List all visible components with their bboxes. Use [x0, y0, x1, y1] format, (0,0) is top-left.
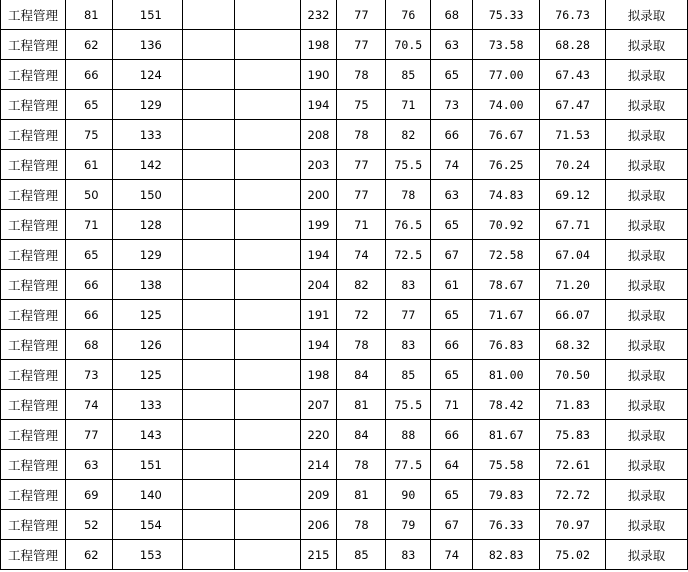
- table-row: [1, 120, 688, 150]
- retest-score-2-cell: 77: [386, 300, 431, 330]
- initial-total-cell: 194: [300, 330, 337, 360]
- retest-score-1-cell: 81: [337, 390, 386, 420]
- retest-score-2-cell: 71: [386, 90, 431, 120]
- major-cell: 工程管理: [1, 210, 66, 240]
- final-score-cell: 71.53: [540, 120, 606, 150]
- retest-score-2-cell: 75.5: [386, 390, 431, 420]
- table-row: [1, 150, 688, 180]
- retest-score-3-cell: 65: [431, 210, 473, 240]
- result-cell: 拟录取: [606, 60, 688, 90]
- retest-score-2-cell: 76: [386, 0, 431, 30]
- score-2-cell: 153: [112, 540, 182, 570]
- retest-score-3-cell: 63: [431, 180, 473, 210]
- score-1-cell: 61: [65, 150, 112, 180]
- final-score-cell: 69.12: [540, 180, 606, 210]
- blank-cell-a: [182, 390, 234, 420]
- major-cell: 工程管理: [1, 120, 66, 150]
- score-2-cell: 142: [112, 150, 182, 180]
- blank-cell-b: [234, 180, 300, 210]
- retest-total-cell: 78.67: [473, 270, 540, 300]
- retest-total-cell: 77.00: [473, 60, 540, 90]
- retest-total-cell: 74.00: [473, 90, 540, 120]
- score-1-cell: 73: [65, 360, 112, 390]
- retest-score-1-cell: 72: [337, 300, 386, 330]
- major-cell: 工程管理: [1, 480, 66, 510]
- table-row: [1, 180, 688, 210]
- retest-score-3-cell: 68: [431, 0, 473, 30]
- retest-score-3-cell: 67: [431, 510, 473, 540]
- blank-cell-b: [234, 390, 300, 420]
- blank-cell-a: [182, 60, 234, 90]
- score-1-cell: 74: [65, 390, 112, 420]
- retest-score-3-cell: 74: [431, 150, 473, 180]
- result-cell: 拟录取: [606, 210, 688, 240]
- score-1-cell: 62: [65, 30, 112, 60]
- blank-cell-a: [182, 510, 234, 540]
- score-1-cell: 52: [65, 510, 112, 540]
- result-cell: 拟录取: [606, 390, 688, 420]
- major-cell: 工程管理: [1, 360, 66, 390]
- major-cell: 工程管理: [1, 510, 66, 540]
- retest-score-1-cell: 84: [337, 360, 386, 390]
- score-1-cell: 69: [65, 480, 112, 510]
- table-row: [1, 540, 688, 570]
- result-cell: 拟录取: [606, 120, 688, 150]
- retest-score-1-cell: 75: [337, 90, 386, 120]
- blank-cell-b: [234, 360, 300, 390]
- final-score-cell: 67.47: [540, 90, 606, 120]
- retest-score-2-cell: 83: [386, 330, 431, 360]
- score-2-cell: 133: [112, 390, 182, 420]
- table-row: [1, 420, 688, 450]
- retest-score-1-cell: 78: [337, 450, 386, 480]
- retest-score-1-cell: 85: [337, 540, 386, 570]
- score-2-cell: 143: [112, 420, 182, 450]
- score-2-cell: 150: [112, 180, 182, 210]
- table-row: [1, 0, 688, 30]
- score-2-cell: 138: [112, 270, 182, 300]
- blank-cell-a: [182, 0, 234, 30]
- retest-total-cell: 76.33: [473, 510, 540, 540]
- blank-cell-b: [234, 240, 300, 270]
- major-cell: 工程管理: [1, 60, 66, 90]
- initial-total-cell: 194: [300, 90, 337, 120]
- result-cell: 拟录取: [606, 270, 688, 300]
- result-cell: 拟录取: [606, 480, 688, 510]
- result-cell: 拟录取: [606, 90, 688, 120]
- final-score-cell: 70.24: [540, 150, 606, 180]
- retest-score-2-cell: 85: [386, 360, 431, 390]
- retest-score-3-cell: 61: [431, 270, 473, 300]
- retest-score-1-cell: 77: [337, 30, 386, 60]
- score-2-cell: 128: [112, 210, 182, 240]
- retest-score-3-cell: 71: [431, 390, 473, 420]
- final-score-cell: 71.20: [540, 270, 606, 300]
- score-2-cell: 133: [112, 120, 182, 150]
- retest-score-1-cell: 77: [337, 180, 386, 210]
- score-1-cell: 66: [65, 300, 112, 330]
- blank-cell-a: [182, 360, 234, 390]
- retest-score-1-cell: 78: [337, 60, 386, 90]
- retest-score-2-cell: 88: [386, 420, 431, 450]
- blank-cell-a: [182, 270, 234, 300]
- blank-cell-b: [234, 270, 300, 300]
- initial-total-cell: 208: [300, 120, 337, 150]
- result-cell: 拟录取: [606, 300, 688, 330]
- major-cell: 工程管理: [1, 240, 66, 270]
- result-cell: 拟录取: [606, 360, 688, 390]
- result-cell: 拟录取: [606, 330, 688, 360]
- retest-score-3-cell: 64: [431, 450, 473, 480]
- retest-score-2-cell: 72.5: [386, 240, 431, 270]
- final-score-cell: 71.83: [540, 390, 606, 420]
- score-1-cell: 62: [65, 540, 112, 570]
- retest-total-cell: 78.42: [473, 390, 540, 420]
- initial-total-cell: 206: [300, 510, 337, 540]
- final-score-cell: 76.73: [540, 0, 606, 30]
- blank-cell-a: [182, 420, 234, 450]
- final-score-cell: 68.32: [540, 330, 606, 360]
- blank-cell-a: [182, 210, 234, 240]
- retest-score-3-cell: 66: [431, 120, 473, 150]
- retest-score-2-cell: 83: [386, 540, 431, 570]
- score-2-cell: 129: [112, 90, 182, 120]
- retest-score-1-cell: 74: [337, 240, 386, 270]
- initial-total-cell: 220: [300, 420, 337, 450]
- result-cell: 拟录取: [606, 30, 688, 60]
- score-1-cell: 50: [65, 180, 112, 210]
- final-score-cell: 75.83: [540, 420, 606, 450]
- table-row: [1, 450, 688, 480]
- score-1-cell: 65: [65, 240, 112, 270]
- initial-total-cell: 194: [300, 240, 337, 270]
- final-score-cell: 67.04: [540, 240, 606, 270]
- score-1-cell: 63: [65, 450, 112, 480]
- blank-cell-a: [182, 450, 234, 480]
- table-row: [1, 270, 688, 300]
- retest-total-cell: 82.83: [473, 540, 540, 570]
- major-cell: 工程管理: [1, 420, 66, 450]
- score-2-cell: 151: [112, 450, 182, 480]
- retest-total-cell: 76.25: [473, 150, 540, 180]
- major-cell: 工程管理: [1, 300, 66, 330]
- table-row: [1, 330, 688, 360]
- final-score-cell: 72.72: [540, 480, 606, 510]
- result-cell: 拟录取: [606, 240, 688, 270]
- retest-total-cell: 81.00: [473, 360, 540, 390]
- final-score-cell: 70.97: [540, 510, 606, 540]
- retest-score-2-cell: 70.5: [386, 30, 431, 60]
- blank-cell-b: [234, 90, 300, 120]
- retest-total-cell: 74.83: [473, 180, 540, 210]
- initial-total-cell: 198: [300, 360, 337, 390]
- retest-score-3-cell: 66: [431, 330, 473, 360]
- table-row: [1, 360, 688, 390]
- score-2-cell: 136: [112, 30, 182, 60]
- score-2-cell: 140: [112, 480, 182, 510]
- initial-total-cell: 232: [300, 0, 337, 30]
- retest-score-1-cell: 71: [337, 210, 386, 240]
- retest-score-3-cell: 65: [431, 480, 473, 510]
- result-cell: 拟录取: [606, 150, 688, 180]
- initial-total-cell: 214: [300, 450, 337, 480]
- blank-cell-b: [234, 30, 300, 60]
- blank-cell-b: [234, 540, 300, 570]
- blank-cell-b: [234, 0, 300, 30]
- retest-score-2-cell: 85: [386, 60, 431, 90]
- major-cell: 工程管理: [1, 540, 66, 570]
- table-row: [1, 30, 688, 60]
- table-row: [1, 510, 688, 540]
- score-1-cell: 71: [65, 210, 112, 240]
- major-cell: 工程管理: [1, 330, 66, 360]
- retest-total-cell: 75.58: [473, 450, 540, 480]
- blank-cell-b: [234, 510, 300, 540]
- blank-cell-b: [234, 60, 300, 90]
- initial-total-cell: 198: [300, 30, 337, 60]
- result-cell: 拟录取: [606, 420, 688, 450]
- blank-cell-b: [234, 120, 300, 150]
- final-score-cell: 75.02: [540, 540, 606, 570]
- score-1-cell: 66: [65, 60, 112, 90]
- result-cell: 拟录取: [606, 450, 688, 480]
- retest-score-1-cell: 78: [337, 120, 386, 150]
- retest-score-1-cell: 82: [337, 270, 386, 300]
- score-2-cell: 151: [112, 0, 182, 30]
- major-cell: 工程管理: [1, 180, 66, 210]
- retest-score-1-cell: 81: [337, 480, 386, 510]
- major-cell: 工程管理: [1, 150, 66, 180]
- score-1-cell: 77: [65, 420, 112, 450]
- retest-score-2-cell: 78: [386, 180, 431, 210]
- major-cell: 工程管理: [1, 390, 66, 420]
- retest-score-2-cell: 90: [386, 480, 431, 510]
- score-2-cell: 126: [112, 330, 182, 360]
- blank-cell-a: [182, 240, 234, 270]
- table-row: [1, 300, 688, 330]
- retest-score-2-cell: 79: [386, 510, 431, 540]
- initial-total-cell: 200: [300, 180, 337, 210]
- blank-cell-a: [182, 300, 234, 330]
- table-row: [1, 480, 688, 510]
- retest-score-3-cell: 73: [431, 90, 473, 120]
- blank-cell-a: [182, 90, 234, 120]
- score-1-cell: 65: [65, 90, 112, 120]
- score-1-cell: 66: [65, 270, 112, 300]
- retest-score-3-cell: 65: [431, 60, 473, 90]
- blank-cell-a: [182, 150, 234, 180]
- blank-cell-b: [234, 300, 300, 330]
- major-cell: 工程管理: [1, 0, 66, 30]
- score-2-cell: 125: [112, 360, 182, 390]
- initial-total-cell: 204: [300, 270, 337, 300]
- retest-score-2-cell: 76.5: [386, 210, 431, 240]
- result-cell: 拟录取: [606, 180, 688, 210]
- table-row: [1, 60, 688, 90]
- blank-cell-a: [182, 480, 234, 510]
- retest-total-cell: 79.83: [473, 480, 540, 510]
- major-cell: 工程管理: [1, 90, 66, 120]
- blank-cell-b: [234, 330, 300, 360]
- retest-score-1-cell: 84: [337, 420, 386, 450]
- retest-score-3-cell: 74: [431, 540, 473, 570]
- score-2-cell: 129: [112, 240, 182, 270]
- score-1-cell: 81: [65, 0, 112, 30]
- major-cell: 工程管理: [1, 450, 66, 480]
- retest-score-1-cell: 77: [337, 0, 386, 30]
- retest-total-cell: 71.67: [473, 300, 540, 330]
- final-score-cell: 72.61: [540, 450, 606, 480]
- final-score-cell: 67.43: [540, 60, 606, 90]
- score-2-cell: 125: [112, 300, 182, 330]
- result-cell: 拟录取: [606, 540, 688, 570]
- result-cell: 拟录取: [606, 510, 688, 540]
- retest-score-3-cell: 65: [431, 300, 473, 330]
- blank-cell-b: [234, 450, 300, 480]
- final-score-cell: 67.71: [540, 210, 606, 240]
- retest-total-cell: 81.67: [473, 420, 540, 450]
- initial-total-cell: 191: [300, 300, 337, 330]
- blank-cell-a: [182, 120, 234, 150]
- retest-total-cell: 72.58: [473, 240, 540, 270]
- initial-total-cell: 209: [300, 480, 337, 510]
- retest-total-cell: 73.58: [473, 30, 540, 60]
- initial-total-cell: 190: [300, 60, 337, 90]
- retest-total-cell: 75.33: [473, 0, 540, 30]
- blank-cell-b: [234, 420, 300, 450]
- table-row: [1, 90, 688, 120]
- retest-score-3-cell: 65: [431, 360, 473, 390]
- score-2-cell: 154: [112, 510, 182, 540]
- retest-score-2-cell: 82: [386, 120, 431, 150]
- blank-cell-a: [182, 30, 234, 60]
- blank-cell-b: [234, 480, 300, 510]
- table-row: [1, 240, 688, 270]
- retest-score-3-cell: 66: [431, 420, 473, 450]
- initial-total-cell: 203: [300, 150, 337, 180]
- blank-cell-b: [234, 210, 300, 240]
- final-score-cell: 70.50: [540, 360, 606, 390]
- score-1-cell: 68: [65, 330, 112, 360]
- retest-score-1-cell: 78: [337, 330, 386, 360]
- retest-total-cell: 70.92: [473, 210, 540, 240]
- score-2-cell: 124: [112, 60, 182, 90]
- retest-score-3-cell: 63: [431, 30, 473, 60]
- table-row: [1, 390, 688, 420]
- major-cell: 工程管理: [1, 270, 66, 300]
- blank-cell-b: [234, 150, 300, 180]
- retest-score-3-cell: 67: [431, 240, 473, 270]
- blank-cell-a: [182, 330, 234, 360]
- retest-total-cell: 76.67: [473, 120, 540, 150]
- blank-cell-a: [182, 180, 234, 210]
- initial-total-cell: 215: [300, 540, 337, 570]
- retest-score-1-cell: 77: [337, 150, 386, 180]
- retest-total-cell: 76.83: [473, 330, 540, 360]
- retest-score-2-cell: 75.5: [386, 150, 431, 180]
- major-cell: 工程管理: [1, 30, 66, 60]
- retest-score-2-cell: 77.5: [386, 450, 431, 480]
- initial-total-cell: 199: [300, 210, 337, 240]
- retest-score-2-cell: 83: [386, 270, 431, 300]
- table-row: [1, 210, 688, 240]
- result-cell: 拟录取: [606, 0, 688, 30]
- final-score-cell: 66.07: [540, 300, 606, 330]
- final-score-cell: 68.28: [540, 30, 606, 60]
- score-1-cell: 75: [65, 120, 112, 150]
- retest-score-1-cell: 78: [337, 510, 386, 540]
- initial-total-cell: 207: [300, 390, 337, 420]
- blank-cell-a: [182, 540, 234, 570]
